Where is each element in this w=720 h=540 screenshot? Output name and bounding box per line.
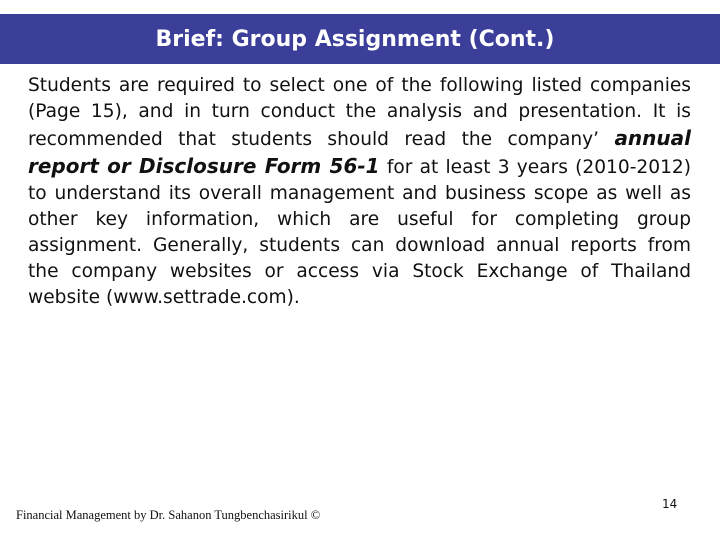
body-text-part-2: for at least 3 years (2010-2012) to understand its overall management and business scope as well as other key information, which are useful for completing group assignment. Generally, students can download annual reports from the company websites or access via Stock Exchange of Thailand website (www.settrade.com). [28, 157, 691, 308]
page-number: 14 [662, 497, 678, 511]
body-paragraph [28, 73, 691, 311]
body-text-emphasis: annual report or Disclosure Form 56-1 [28, 126, 691, 178]
footer-credit: Financial Management by Dr. Sahanon Tungbenchasirikul © [16, 508, 321, 522]
body-text-part-1: Students are required to select one of the following listed companies (Page 15), and in turn conduct the analysis and presentation. It is recommended that students should read the company’ [28, 75, 691, 150]
title-bar [0, 14, 720, 64]
slide-title: Brief: Group Assignment (Cont.) [155, 26, 555, 52]
